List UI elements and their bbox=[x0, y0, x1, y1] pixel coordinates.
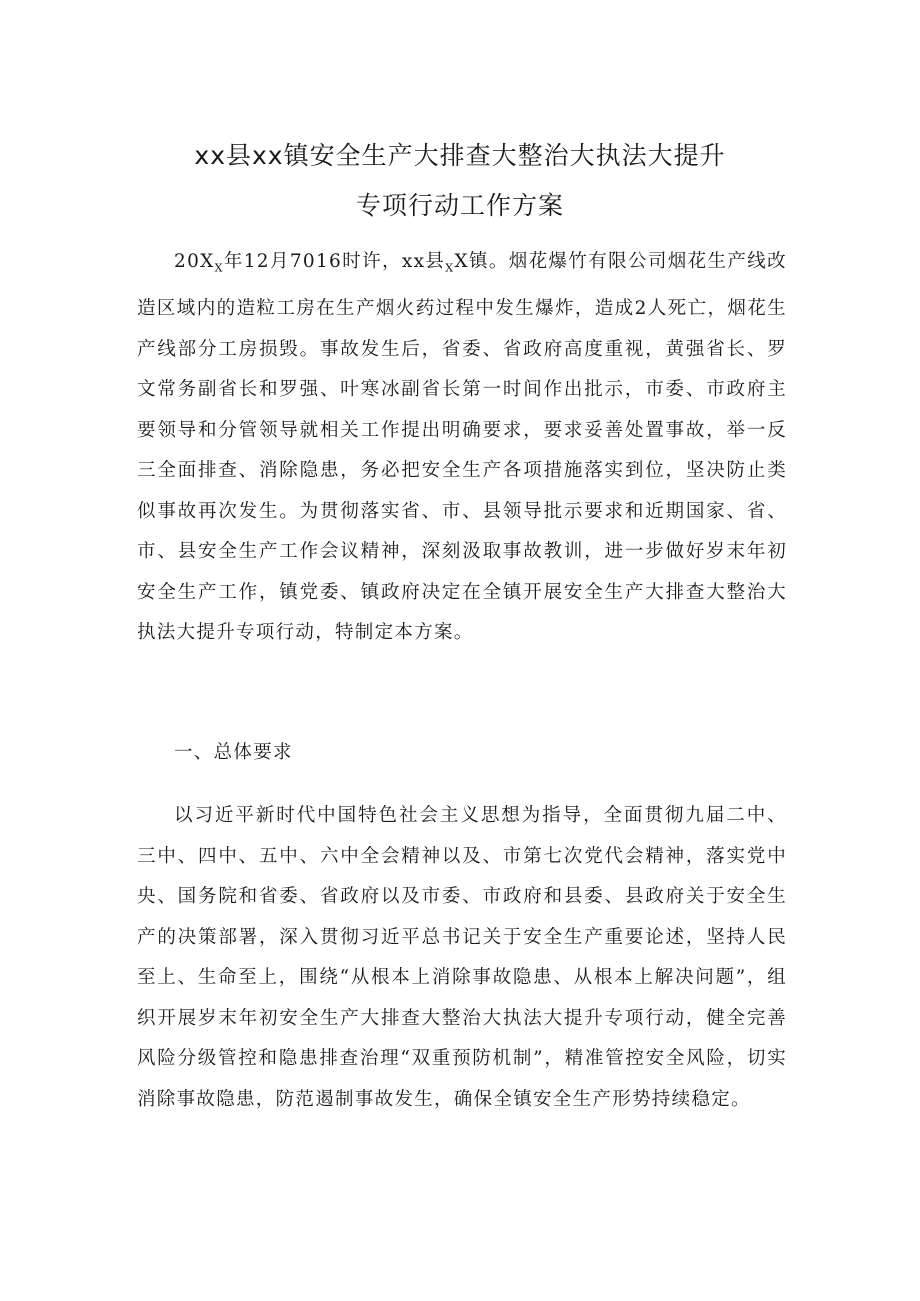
section-heading-general-requirements: 一、总体要求 bbox=[174, 742, 293, 763]
year-prefix: 20X bbox=[174, 251, 215, 272]
paragraph-part-a: 年12月7016时许，xx县 bbox=[223, 251, 446, 272]
town-subscript: X bbox=[445, 261, 455, 275]
document-title-line1: xx县xx镇安全生产大排查大整治大执法大提升 bbox=[194, 141, 726, 170]
paragraph-general-requirements: 以习近平新时代中国特色社会主义思想为指导，全面贯彻九届二中、三中、四中、五中、六中全会精神以及、市第七次党代会精神，落实党中央、国务院和省委、省政府以及市委、市政府和县委、县政府关于安全生产的决策部署，深入贯彻习近平总书记关于安全生产重要论述，坚持人民至上、生命至上，围绕“从根本上消除事故隐患、从根本上解决问题”，组织开展岁末年初安全生产大排查大整治大执法大提升专项行动，健全完善风险分级管控和隐患排查治理“双重预防机制”，精准管控安全风险，切实消除事故隐患，防范遏制事故发生，确保全镇安全生产形势持续稳定。 bbox=[137, 805, 787, 1110]
document-title-line2: 专项行动工作方案 bbox=[355, 191, 564, 220]
paragraph-part-b: X镇。烟花爆竹有限公司烟花生产线改造区域内的造粒工房在生产烟火药过程中发生爆炸，造成2人死亡，烟花生产线部分工房损毁。事故发生后，省委、省政府高度重视，黄强省长、罗文常务副省长和罗强、叶寒冰副省长第一时间作出批示，市委、市政府主要领导和分管领导就相关工作提出明确要求，要求妥善处置事故，举一反三全面排查、消除隐患，务必把安全生产各项措施落实到位，坚决防止类似事故再次发生。为贯彻落实省、市、县领导批示要求和近期国家、省、市、县安全生产工作会议精神，深刻汲取事故教训，进一步做好岁末年初安全生产工作，镇党委、镇政府决定在全镇开展安全生产大排查大整治大执法大提升专项行动，特制定本方案。 bbox=[137, 251, 787, 644]
year-subscript: X bbox=[214, 261, 224, 275]
paragraph-incident-background bbox=[137, 242, 787, 654]
